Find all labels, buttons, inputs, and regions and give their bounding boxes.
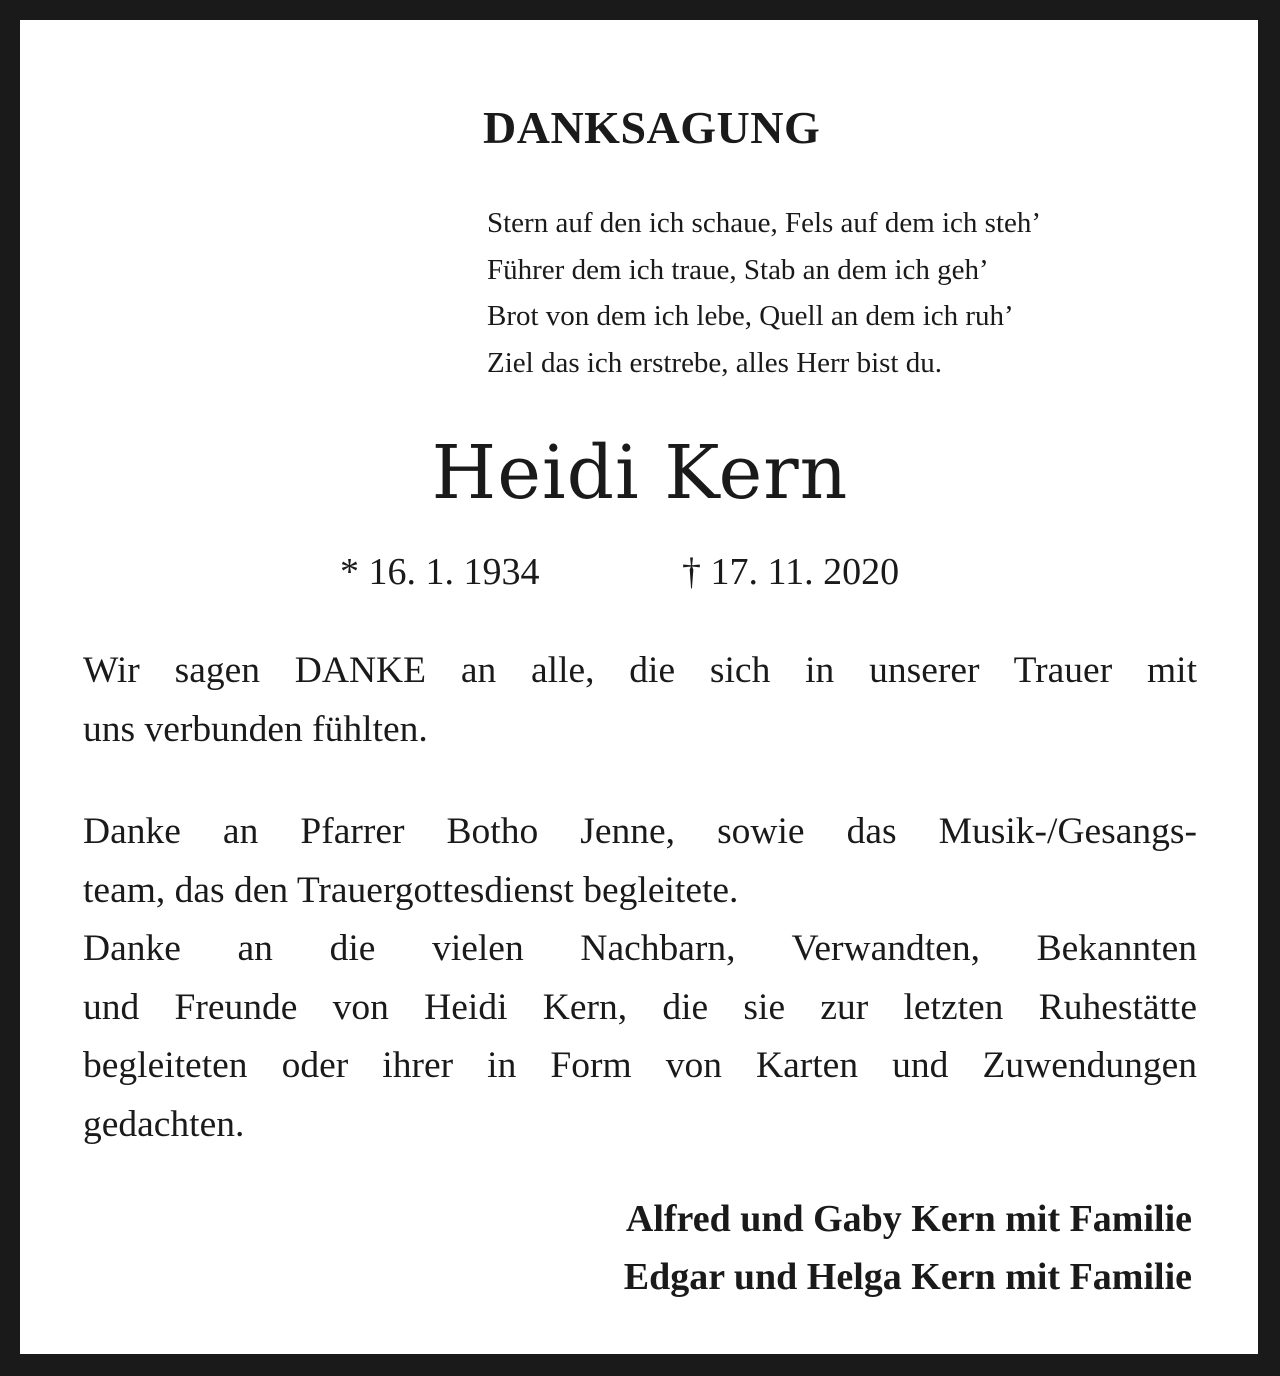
paragraph-line: team, das den Trauergottesdienst begleitete. bbox=[83, 869, 739, 911]
paragraph-line: Danke an Pfarrer Botho Jenne, sowie das Musik-/Gesangs- bbox=[83, 811, 1197, 852]
death-date: † 17. 11. 2020 bbox=[682, 551, 900, 593]
paragraph-line: uns verbunden fühlten. bbox=[83, 708, 428, 750]
poem-line: Stern auf den ich schaue, Fels auf dem ich steh’ bbox=[487, 207, 1042, 239]
poem-line: Ziel das ich erstrebe, alles Herr bist du. bbox=[487, 346, 942, 379]
signer-line: Edgar und Helga Kern mit Familie bbox=[623, 1256, 1192, 1298]
paragraph-line: Wir sagen DANKE an alle, die sich in unserer Trauer mit bbox=[83, 650, 1197, 691]
poem-line: Brot von dem ich lebe, Quell an dem ich ruh’ bbox=[487, 300, 1014, 332]
paragraph-line: gedachten. bbox=[83, 1103, 245, 1145]
paragraph-line: begleiteten oder ihrer in Form von Karten und Zuwendungen bbox=[83, 1045, 1197, 1086]
paragraph-line: und Freunde von Heidi Kern, die sie zur letzten Ruhestätte bbox=[83, 986, 1197, 1028]
signers bbox=[624, 1190, 1192, 1306]
paragraph-line: Danke an die vielen Nachbarn, Verwandten, Bekannten bbox=[83, 928, 1197, 969]
poem bbox=[487, 200, 1041, 386]
birth-date: * 16. 1. 1934 bbox=[340, 551, 540, 593]
deceased-name: Heidi Kern bbox=[431, 430, 849, 516]
heading: DANKSAGUNG bbox=[483, 102, 821, 153]
acknowledgement-paragraph bbox=[83, 803, 1197, 1154]
signer-line: Alfred und Gaby Kern mit Familie bbox=[625, 1198, 1192, 1240]
poem-line: Führer dem ich traue, Stab an dem ich geh’ bbox=[487, 253, 989, 286]
thanks-paragraph bbox=[83, 642, 1197, 759]
